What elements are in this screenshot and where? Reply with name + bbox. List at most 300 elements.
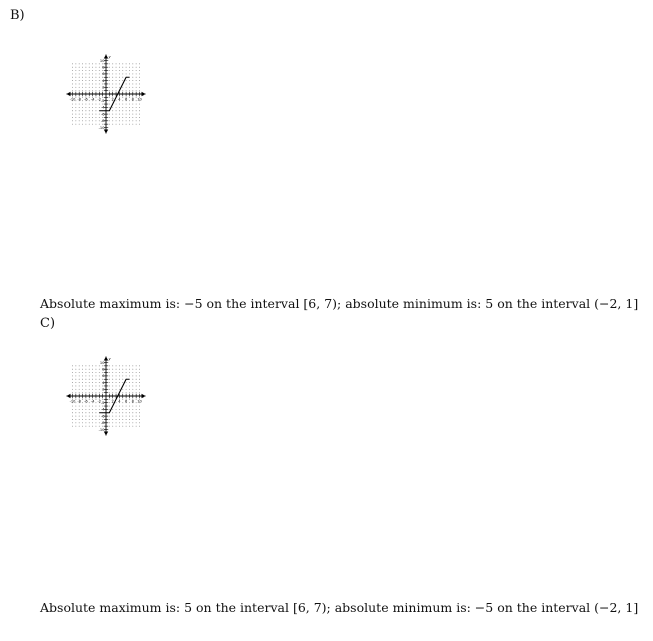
grid-dot	[79, 375, 80, 376]
grid-dot	[119, 379, 120, 380]
grid-dot	[112, 389, 113, 390]
grid-dot	[116, 63, 117, 64]
grid-dot	[126, 80, 127, 81]
grid-dot	[96, 97, 97, 98]
grid-dot	[122, 375, 123, 376]
grid-dot	[136, 104, 137, 105]
grid-dot	[96, 114, 97, 115]
grid-dot	[96, 382, 97, 383]
grid-dot	[132, 416, 133, 417]
grid-dot	[119, 107, 120, 108]
grid-dot	[102, 392, 103, 393]
grid-dot	[99, 87, 100, 88]
grid-dot	[136, 110, 137, 111]
grid-dot	[79, 77, 80, 78]
grid-dot	[126, 124, 127, 125]
y-axis-bottom-arrow	[104, 432, 108, 436]
grid-dot	[75, 382, 76, 383]
grid-dot	[129, 63, 130, 64]
grid-dot	[139, 90, 140, 91]
grid-dot	[79, 422, 80, 423]
grid-dot	[82, 372, 83, 373]
grid-dot	[79, 409, 80, 410]
grid-dot	[102, 104, 103, 105]
grid-dot	[82, 409, 83, 410]
y-tick-label: -10	[98, 427, 105, 432]
grid-dot	[82, 402, 83, 403]
grid-dot	[92, 365, 93, 366]
grid-dot	[139, 422, 140, 423]
grid-dot	[89, 412, 90, 413]
grid-dot	[109, 422, 110, 423]
grid-dot	[116, 372, 117, 373]
grid-dot	[92, 87, 93, 88]
grid-dot	[109, 386, 110, 387]
y-tick-label: -6	[100, 112, 105, 117]
grid-dot	[129, 67, 130, 68]
grid-dot	[96, 389, 97, 390]
grid-dot	[89, 406, 90, 407]
grid-dot	[112, 124, 113, 125]
grid-dot	[132, 375, 133, 376]
grid-dot	[136, 80, 137, 81]
grid-dot	[132, 90, 133, 91]
grid-dot	[96, 104, 97, 105]
y-tick-label: 2	[102, 387, 105, 392]
grid-dot	[126, 73, 127, 74]
grid-dot	[89, 63, 90, 64]
x-axis-label: x	[141, 92, 144, 98]
grid-dot	[96, 426, 97, 427]
grid-dot	[126, 70, 127, 71]
grid-dot	[102, 84, 103, 85]
grid-dot	[112, 114, 113, 115]
grid-dot	[122, 379, 123, 380]
grid-dot	[122, 90, 123, 91]
grid-dot	[99, 416, 100, 417]
x-axis-left-arrow	[67, 92, 71, 96]
grid-dot	[82, 419, 83, 420]
grid-dot	[136, 87, 137, 88]
grid-dot	[112, 419, 113, 420]
y-tick-label: -6	[100, 414, 105, 419]
x-tick-label: 10	[137, 97, 142, 102]
grid-dot	[75, 399, 76, 400]
grid-dot	[112, 426, 113, 427]
grid-dot	[112, 422, 113, 423]
grid-dot	[122, 402, 123, 403]
grid-dot	[122, 77, 123, 78]
grid-dot	[139, 120, 140, 121]
grid-dot	[96, 80, 97, 81]
grid-dot	[132, 406, 133, 407]
grid-dot	[119, 104, 120, 105]
grid-dot	[119, 416, 120, 417]
grid-dot	[82, 104, 83, 105]
grid-dot	[79, 110, 80, 111]
y-tick-label: 8	[102, 367, 105, 372]
grid-dot	[99, 77, 100, 78]
grid-dot	[72, 120, 73, 121]
grid-dot	[132, 372, 133, 373]
grid-dot	[79, 386, 80, 387]
grid-dot	[79, 365, 80, 366]
grid-dot	[89, 392, 90, 393]
grid-dot	[136, 63, 137, 64]
grid-dot	[85, 114, 86, 115]
y-tick-label: -2	[100, 99, 105, 103]
grid-dot	[92, 379, 93, 380]
grid-dot	[99, 406, 100, 407]
grid-dot	[109, 117, 110, 118]
grid-dot	[109, 402, 110, 403]
grid-dot	[132, 87, 133, 88]
grid-dot	[116, 402, 117, 403]
grid-dot	[72, 382, 73, 383]
grid-dot	[82, 80, 83, 81]
grid-dot	[112, 63, 113, 64]
grid-dot	[112, 117, 113, 118]
grid-dot	[132, 73, 133, 74]
grid-dot	[132, 110, 133, 111]
grid-dot	[102, 386, 103, 387]
grid-dot	[96, 412, 97, 413]
grid-dot	[129, 422, 130, 423]
grid-dot	[92, 375, 93, 376]
grid-dot	[72, 63, 73, 64]
grid-dot	[132, 392, 133, 393]
grid-dot	[79, 87, 80, 88]
grid-dot	[82, 399, 83, 400]
grid-dot	[129, 365, 130, 366]
grid-dot	[85, 110, 86, 111]
grid-dot	[85, 90, 86, 91]
grid-dot	[122, 392, 123, 393]
grid-dot	[109, 104, 110, 105]
grid-dot	[89, 80, 90, 81]
grid-dot	[112, 67, 113, 68]
grid-dot	[75, 409, 76, 410]
grid-dot	[92, 392, 93, 393]
grid-dot	[116, 369, 117, 370]
grid-dot	[89, 104, 90, 105]
y-tick-label: -2	[100, 401, 105, 405]
grid-dot	[79, 416, 80, 417]
grid-dot	[92, 386, 93, 387]
x-tick-label: 6	[124, 399, 128, 404]
grid-dot	[75, 107, 76, 108]
grid-dot	[109, 114, 110, 115]
grid-dot	[75, 90, 76, 91]
grid-dot	[75, 87, 76, 88]
grid-dot	[92, 63, 93, 64]
grid-dot	[119, 382, 120, 383]
grid-dot	[119, 84, 120, 85]
grid-dot	[72, 67, 73, 68]
grid-dot	[85, 70, 86, 71]
grid-dot	[102, 419, 103, 420]
grid-dot	[75, 372, 76, 373]
grid-dot	[112, 412, 113, 413]
grid-dot	[129, 375, 130, 376]
grid-dot	[75, 365, 76, 366]
grid-dot	[82, 382, 83, 383]
grid-dot	[96, 67, 97, 68]
grid-dot	[122, 399, 123, 400]
grid-dot	[122, 372, 123, 373]
grid-dot	[119, 124, 120, 125]
grid-dot	[132, 63, 133, 64]
grid-dot	[82, 389, 83, 390]
grid-dot	[126, 422, 127, 423]
grid-dot	[136, 117, 137, 118]
grid-dot	[85, 84, 86, 85]
grid-dot	[116, 426, 117, 427]
grid-dot	[99, 386, 100, 387]
grid-dot	[75, 70, 76, 71]
grid-dot	[136, 67, 137, 68]
grid-dot	[89, 124, 90, 125]
grid-dot	[85, 369, 86, 370]
grid-dot	[139, 372, 140, 373]
grid-dot	[136, 426, 137, 427]
grid-dot	[79, 369, 80, 370]
grid-dot	[116, 73, 117, 74]
grid-dot	[92, 70, 93, 71]
y-tick-label: 6	[102, 72, 105, 77]
grid-dot	[129, 104, 130, 105]
grid-dot	[119, 386, 120, 387]
x-tick-label: -10	[69, 97, 76, 102]
grid-dot	[132, 426, 133, 427]
grid-dot	[109, 406, 110, 407]
grid-dot	[116, 104, 117, 105]
grid-dot	[136, 369, 137, 370]
grid-dot	[89, 372, 90, 373]
grid-dot	[75, 84, 76, 85]
grid-dot	[85, 406, 86, 407]
grid-dot	[89, 389, 90, 390]
grid-dot	[75, 67, 76, 68]
grid-dot	[72, 110, 73, 111]
grid-dot	[122, 412, 123, 413]
grid-dot	[82, 84, 83, 85]
grid-dot	[132, 80, 133, 81]
grid-dot	[112, 369, 113, 370]
grid-dot	[129, 70, 130, 71]
grid-dot	[82, 416, 83, 417]
grid-dot	[89, 416, 90, 417]
option-b-graph	[36, 28, 178, 166]
x-tick-label: 6	[124, 97, 128, 102]
grid-dot	[139, 419, 140, 420]
grid-dot	[112, 110, 113, 111]
grid-dot	[112, 87, 113, 88]
grid-dot	[72, 107, 73, 108]
grid-dot	[122, 67, 123, 68]
grid-dot	[136, 84, 137, 85]
grid-dot	[79, 379, 80, 380]
grid-dot	[129, 372, 130, 373]
grid-dot	[132, 379, 133, 380]
x-tick-label: 4	[118, 399, 121, 404]
grid-dot	[126, 375, 127, 376]
grid-dot	[126, 369, 127, 370]
grid-dot	[139, 365, 140, 366]
grid-dot	[122, 120, 123, 121]
grid-dot	[109, 419, 110, 420]
grid-dot	[72, 84, 73, 85]
grid-dot	[109, 67, 110, 68]
grid-dot	[75, 386, 76, 387]
grid-dot	[102, 124, 103, 125]
grid-dot	[79, 70, 80, 71]
x-tick-label: -2	[97, 97, 102, 102]
grid-dot	[96, 110, 97, 111]
grid-dot	[89, 107, 90, 108]
option-c-answer: Absolute maximum is: 5 on the interval [6, 7); absolute minimum is: −5 on the interval (−2, 1]	[40, 600, 639, 615]
grid-dot	[132, 419, 133, 420]
grid-dot	[126, 90, 127, 91]
grid-dot	[139, 124, 140, 125]
grid-dot	[82, 114, 83, 115]
grid-dot	[126, 67, 127, 68]
grid-dot	[75, 110, 76, 111]
grid-dot	[126, 107, 127, 108]
grid-dot	[96, 84, 97, 85]
grid-dot	[122, 107, 123, 108]
grid-dot	[129, 87, 130, 88]
grid-dot	[92, 382, 93, 383]
grid-dot	[92, 67, 93, 68]
grid-dot	[85, 422, 86, 423]
grid-dot	[139, 426, 140, 427]
grid-dot	[139, 87, 140, 88]
grid-dot	[116, 412, 117, 413]
grid-dot	[109, 107, 110, 108]
grid-dot	[109, 365, 110, 366]
grid-dot	[109, 409, 110, 410]
grid-dot	[132, 386, 133, 387]
grid-dot	[75, 416, 76, 417]
y-tick-label: 4	[102, 78, 105, 83]
grid-dot	[89, 382, 90, 383]
grid-dot	[129, 426, 130, 427]
grid-dot	[99, 369, 100, 370]
grid-dot	[126, 419, 127, 420]
grid-dot	[82, 124, 83, 125]
grid-dot	[85, 375, 86, 376]
grid-dot	[139, 80, 140, 81]
grid-dot	[119, 63, 120, 64]
grid-dot	[89, 375, 90, 376]
grid-dot	[82, 422, 83, 423]
grid-dot	[75, 97, 76, 98]
grid-dot	[112, 80, 113, 81]
grid-dot	[102, 365, 103, 366]
grid-dot	[85, 63, 86, 64]
grid-dot	[139, 409, 140, 410]
grid-dot	[82, 392, 83, 393]
grid-dot	[82, 67, 83, 68]
grid-dot	[102, 117, 103, 118]
grid-dot	[82, 70, 83, 71]
grid-dot	[85, 409, 86, 410]
grid-dot	[122, 73, 123, 74]
grid-dot	[129, 399, 130, 400]
grid-dot	[116, 419, 117, 420]
grid-dot	[109, 87, 110, 88]
y-tick-label: -8	[100, 421, 105, 426]
grid-dot	[122, 369, 123, 370]
grid-dot	[116, 406, 117, 407]
grid-dot	[85, 104, 86, 105]
grid-dot	[109, 100, 110, 101]
grid-dot	[112, 392, 113, 393]
grid-dot	[139, 416, 140, 417]
x-tick-label: 10	[137, 399, 142, 404]
grid-dot	[126, 63, 127, 64]
grid-dot	[119, 372, 120, 373]
y-tick-label: 8	[102, 65, 105, 70]
grid-dot	[89, 399, 90, 400]
grid-dot	[136, 114, 137, 115]
grid-dot	[79, 107, 80, 108]
grid-dot	[119, 77, 120, 78]
grid-dot	[112, 375, 113, 376]
grid-dot	[92, 117, 93, 118]
grid-dot	[139, 107, 140, 108]
grid-dot	[132, 114, 133, 115]
grid-dot	[112, 416, 113, 417]
grid-dot	[72, 386, 73, 387]
grid-dot	[122, 110, 123, 111]
grid-dot	[126, 372, 127, 373]
grid-dot	[129, 402, 130, 403]
grid-dot	[136, 90, 137, 91]
grid-dot	[129, 416, 130, 417]
grid-dot	[116, 110, 117, 111]
grid-dot	[126, 389, 127, 390]
grid-dot	[96, 90, 97, 91]
grid-dot	[89, 386, 90, 387]
grid-dot	[119, 117, 120, 118]
grid-dot	[99, 80, 100, 81]
grid-dot	[85, 372, 86, 373]
grid-dot	[112, 382, 113, 383]
x-tick-label: -10	[69, 399, 76, 404]
grid-dot	[126, 409, 127, 410]
grid-dot	[139, 63, 140, 64]
y-tick-label: -4	[100, 407, 105, 412]
grid-dot	[82, 110, 83, 111]
grid-dot	[116, 100, 117, 101]
grid-dot	[96, 419, 97, 420]
grid-dot	[132, 412, 133, 413]
grid-dot	[109, 379, 110, 380]
grid-dot	[72, 365, 73, 366]
grid-dot	[109, 399, 110, 400]
grid-dot	[75, 80, 76, 81]
grid-dot	[72, 70, 73, 71]
grid-dot	[119, 80, 120, 81]
grid-dot	[75, 104, 76, 105]
grid-dot	[112, 73, 113, 74]
grid-dot	[96, 375, 97, 376]
grid-dot	[89, 97, 90, 98]
grid-dot	[119, 120, 120, 121]
grid-dot	[116, 409, 117, 410]
